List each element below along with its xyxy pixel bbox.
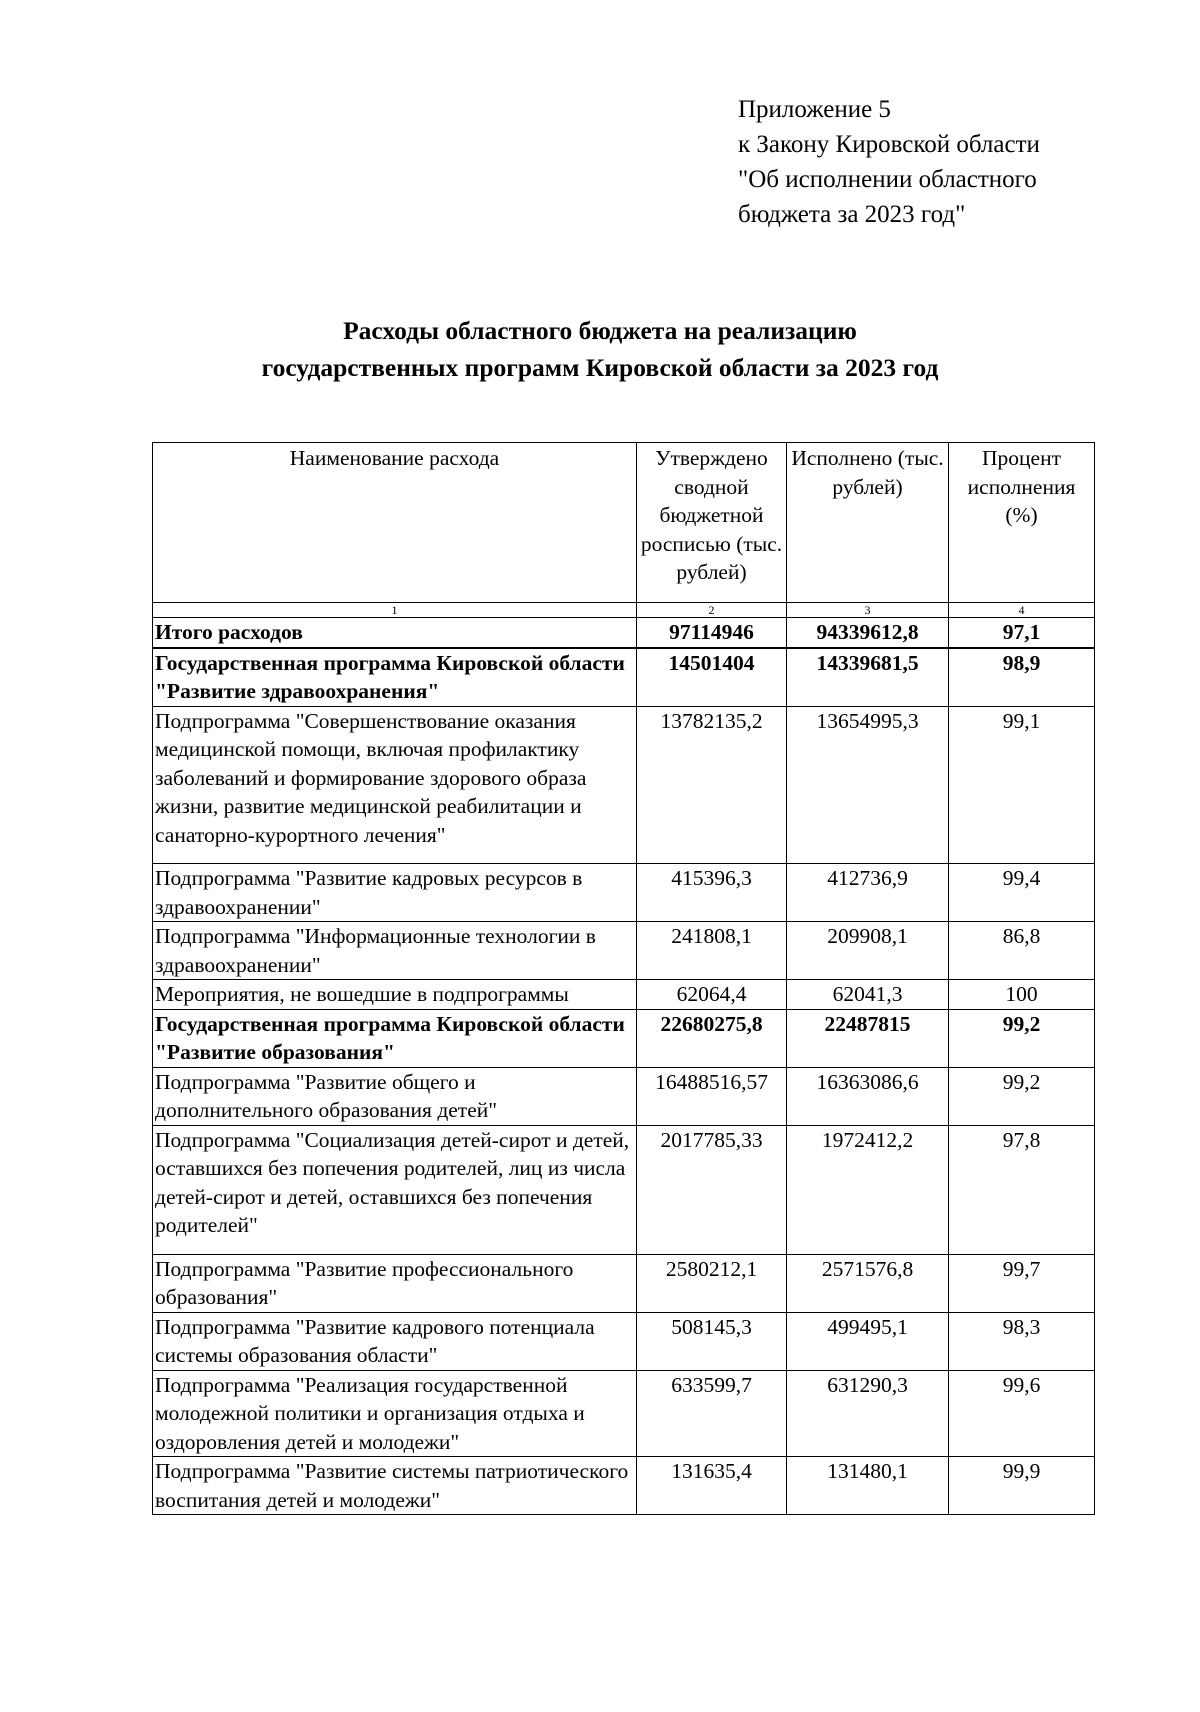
row-executed: 16363086,6 (787, 1067, 949, 1125)
row-approved: 131635,4 (637, 1457, 787, 1515)
row-executed: 412736,9 (787, 864, 949, 922)
row-name: Подпрограмма "Совершенствование оказания медицинской помощи, включая профилактику заболеваний и формирование здорового образа жизни, развитие медицинской реабилитации и санаторно-курортного лечения" (153, 706, 637, 864)
budget-programs-table (152, 442, 1095, 1515)
table-row-program (153, 648, 1095, 707)
row-percent: 99,6 (949, 1370, 1095, 1457)
column-number: 2 (637, 603, 787, 618)
document-title-line: государственных программ Кировской области за 2023 год (261, 353, 939, 382)
row-percent: 98,3 (949, 1312, 1095, 1370)
row-approved: 16488516,57 (637, 1067, 787, 1125)
row-executed: 131480,1 (787, 1457, 949, 1515)
column-number: 3 (787, 603, 949, 618)
row-executed: 62041,3 (787, 980, 949, 1010)
row-executed: 14339681,5 (787, 648, 949, 707)
document-title-line: Расходы областного бюджета на реализацию (343, 316, 857, 345)
table-row-subprogram (153, 706, 1095, 864)
row-percent: 99,1 (949, 706, 1095, 864)
row-approved: 13782135,2 (637, 706, 787, 864)
row-name: Подпрограмма "Развитие общего и дополнительного образования детей" (153, 1067, 637, 1125)
row-percent: 97,1 (949, 618, 1095, 648)
row-percent: 99,7 (949, 1254, 1095, 1312)
column-number: 1 (153, 603, 637, 618)
table-row-subprogram (153, 1067, 1095, 1125)
row-executed: 13654995,3 (787, 706, 949, 864)
row-name: Подпрограмма "Социализация детей-сирот и детей, оставшихся без попечения родителей, лиц из числа детей-сирот и детей, оставшихся без попечения родителей" (153, 1125, 637, 1254)
column-number: 4 (949, 603, 1095, 618)
row-percent: 86,8 (949, 922, 1095, 980)
row-approved: 415396,3 (637, 864, 787, 922)
row-name: Итого расходов (153, 618, 637, 648)
row-approved: 62064,4 (637, 980, 787, 1010)
row-name: Мероприятия, не вошедшие в подпрограммы (153, 980, 637, 1010)
header-percent: Процент исполнения (%) (949, 443, 1095, 603)
table-row-subprogram (153, 1312, 1095, 1370)
table-row-subprogram (153, 922, 1095, 980)
row-percent: 99,4 (949, 864, 1095, 922)
header-approved: Утверждено сводной бюджетной росписью (тыс. рублей) (637, 443, 787, 603)
row-percent: 99,2 (949, 1009, 1095, 1067)
header-executed: Исполнено (тыс. рублей) (787, 443, 949, 603)
document-title (0, 312, 1200, 386)
row-name: Государственная программа Кировской области "Развитие здравоохранения" (153, 648, 637, 707)
row-percent: 100 (949, 980, 1095, 1010)
row-executed: 94339612,8 (787, 618, 949, 648)
table-row-subprogram (153, 1254, 1095, 1312)
table-row-program (153, 1009, 1095, 1067)
row-name: Подпрограмма "Информационные технологии в здравоохранении" (153, 922, 637, 980)
row-executed: 22487815 (787, 1009, 949, 1067)
row-name: Подпрограмма "Развитие кадрового потенциала системы образования области" (153, 1312, 637, 1370)
row-executed: 1972412,2 (787, 1125, 949, 1254)
row-name: Подпрограмма "Развитие системы патриотического воспитания детей и молодежи" (153, 1457, 637, 1515)
row-approved: 97114946 (637, 618, 787, 648)
row-approved: 2017785,33 (637, 1125, 787, 1254)
row-approved: 14501404 (637, 648, 787, 707)
table-row-activities (153, 980, 1095, 1010)
column-number-row (153, 603, 1095, 618)
appendix-line: к Закону Кировской области (738, 131, 1040, 158)
row-approved: 241808,1 (637, 922, 787, 980)
row-name: Подпрограмма "Развитие профессионального образования" (153, 1254, 637, 1312)
appendix-line: Приложение 5 (738, 96, 891, 123)
row-executed: 2571576,8 (787, 1254, 949, 1312)
row-percent: 98,9 (949, 648, 1095, 707)
row-approved: 2580212,1 (637, 1254, 787, 1312)
row-percent: 99,9 (949, 1457, 1095, 1515)
table-header-row (153, 443, 1095, 603)
row-executed: 631290,3 (787, 1370, 949, 1457)
row-approved: 633599,7 (637, 1370, 787, 1457)
row-approved: 22680275,8 (637, 1009, 787, 1067)
header-name: Наименование расхода (153, 443, 637, 603)
table-row-total (153, 618, 1095, 648)
table-row-subprogram (153, 1457, 1095, 1515)
row-percent: 97,8 (949, 1125, 1095, 1254)
appendix-reference (738, 92, 1040, 232)
table-row-subprogram (153, 1370, 1095, 1457)
table-row-subprogram (153, 864, 1095, 922)
appendix-line: бюджета за 2023 год" (738, 201, 966, 228)
row-name: Государственная программа Кировской области "Развитие образования" (153, 1009, 637, 1067)
row-name: Подпрограмма "Реализация государственной молодежной политики и организация отдыха и оздоровления детей и молодежи" (153, 1370, 637, 1457)
row-executed: 209908,1 (787, 922, 949, 980)
row-percent: 99,2 (949, 1067, 1095, 1125)
appendix-line: "Об исполнении областного (738, 166, 1037, 193)
row-executed: 499495,1 (787, 1312, 949, 1370)
table-row-subprogram (153, 1125, 1095, 1254)
row-name: Подпрограмма "Развитие кадровых ресурсов в здравоохранении" (153, 864, 637, 922)
row-approved: 508145,3 (637, 1312, 787, 1370)
